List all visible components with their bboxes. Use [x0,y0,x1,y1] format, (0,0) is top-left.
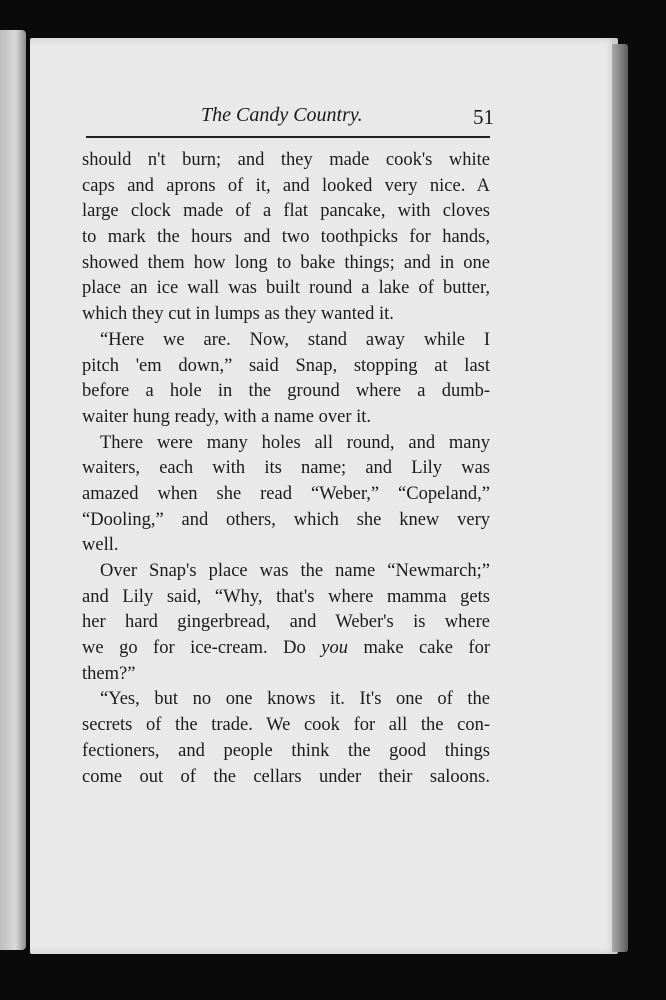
text-line: showed them how long to bake things; and in one [82,252,490,273]
text-line: place an ice wall was built round a lake of butter, [82,278,490,299]
text-line: come out of the cellars under their saloons. [82,766,490,787]
text-line: and Lily said, “Why, that's where mamma gets [82,586,490,607]
text-line: caps and aprons of it, and looked very nice. A [82,175,490,196]
text-line: “Yes, but no one knows it. It's one of the [100,689,490,710]
text-line: waiter hung ready, with a name over it. [82,406,372,427]
facing-page-edge [0,30,26,950]
text-line: “Dooling,” and others, which she knew very [82,509,490,530]
page-fore-edge [612,44,628,952]
body-text [82,148,490,790]
text-line: well. [82,535,119,556]
text-line: to mark the hours and two toothpicks for hands, [82,227,490,248]
text-line: before a hole in the ground where a dumb- [82,381,490,402]
header-rule [86,136,490,138]
text-line: fectioners, and people think the good things [82,740,490,761]
text-line: “Here we are. Now, stand away while I [100,329,490,350]
text-line: pitch 'em down,” said Snap, stopping at last [82,355,490,376]
running-head: The Candy Country. [201,104,363,126]
text-line: There were many holes all round, and many [100,432,490,453]
text-line: we go for ice-cream. Do you make cake for [82,638,490,659]
text-line: amazed when she read “Weber,” “Copeland,” [82,483,490,504]
text-line: large clock made of a flat pancake, with cloves [82,201,490,222]
text-line: which they cut in lumps as they wanted it. [82,304,394,325]
text-line: waiters, each with its name; and Lily was [82,458,490,479]
text-line: secrets of the trade. We cook for all the con- [82,715,490,736]
text-line: them?” [82,663,136,684]
text-line: Over Snap's place was the name “Newmarch;” [100,561,490,581]
emphasis: you [321,638,348,659]
page-number: 51 [473,105,494,129]
text-line: should n't burn; and they made cook's white [82,150,490,170]
text-line: her hard gingerbread, and Weber's is where [82,612,490,633]
